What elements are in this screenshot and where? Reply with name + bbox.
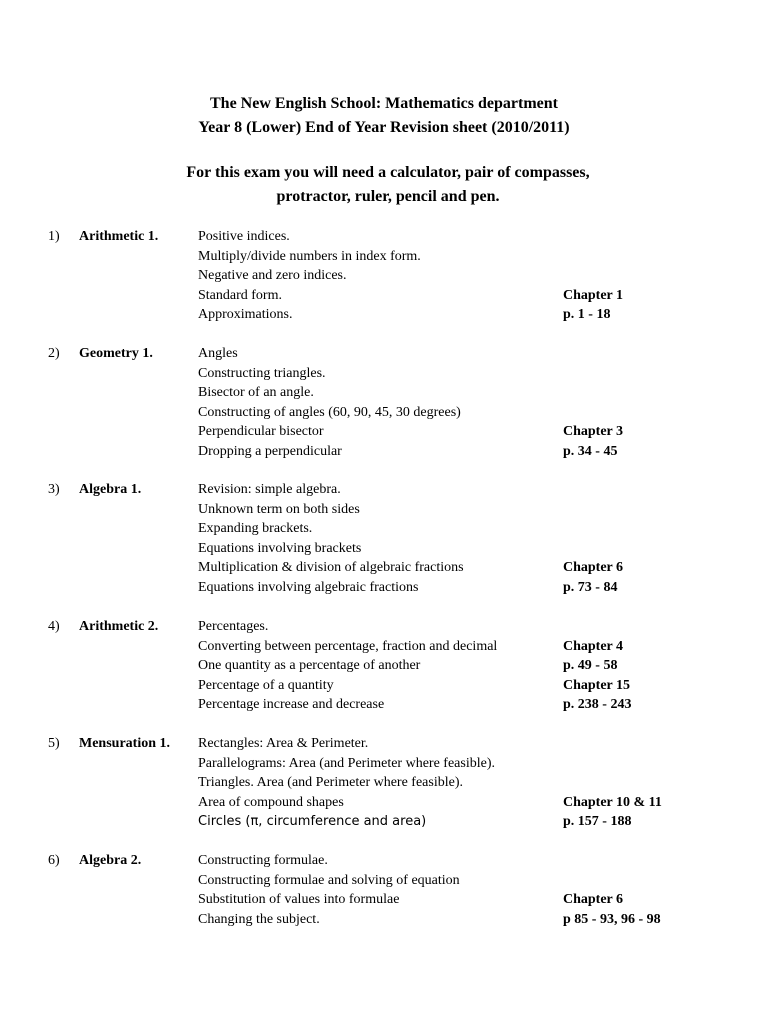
- section-number: 4): [48, 619, 60, 634]
- topic-item: Equations involving brackets: [198, 540, 362, 556]
- sheet-title: Year 8 (Lower) End of Year Revision sheet (2010/2011): [198, 119, 570, 136]
- section-title: Algebra 2.: [79, 853, 142, 868]
- topic-item: Constructing triangles.: [198, 365, 326, 381]
- chapter-ref: Chapter 1: [563, 287, 624, 303]
- section-title: Algebra 1.: [79, 482, 142, 497]
- topic-list: [198, 480, 558, 597]
- page-ref: p. 49 - 58: [563, 658, 618, 673]
- section-title: Geometry 1.: [79, 346, 153, 361]
- school-title: The New English School: Mathematics department: [210, 95, 558, 112]
- topic-item: Circles (π, circumference and area): [198, 814, 427, 829]
- section-title: Mensuration 1.: [79, 736, 170, 751]
- chapter-ref: Chapter 10 & 11: [563, 794, 662, 810]
- chapter-ref: Chapter 3: [563, 424, 624, 439]
- topic-item: Approximations.: [198, 307, 293, 322]
- chapter-ref: Chapter 4: [563, 638, 624, 654]
- topic-item: Positive indices.: [198, 229, 290, 244]
- topic-item: Negative and zero indices.: [198, 268, 347, 283]
- topic-item: One quantity as a percentage of another: [198, 658, 421, 673]
- topic-item: Converting between percentage, fraction and decimal: [198, 638, 498, 654]
- chapter-ref: Chapter 15: [563, 677, 631, 693]
- topic-item: Angles: [198, 346, 238, 361]
- section-title: Arithmetic 2.: [79, 619, 159, 634]
- section-number: 3): [48, 482, 60, 497]
- topic-item: Revision: simple algebra.: [198, 482, 341, 497]
- chapter-ref: Chapter 6: [563, 892, 624, 907]
- chapter-ref: Chapter 6: [563, 560, 624, 575]
- topic-item: Triangles. Area (and Perimeter where feasible).: [198, 775, 463, 790]
- page-ref: p. 73 - 84: [563, 579, 618, 595]
- topic-item: Percentage of a quantity: [198, 677, 334, 693]
- section-number: 6): [48, 853, 60, 868]
- page-ref: p. 238 - 243: [563, 697, 632, 712]
- topic-item: Equations involving algebraic fractions: [198, 579, 419, 595]
- topic-list: [198, 851, 558, 929]
- topic-item: Constructing formulae and solving of equation: [198, 872, 460, 888]
- topic-item: Substitution of values into formulae: [198, 892, 400, 907]
- page-ref: p. 1 - 18: [563, 307, 611, 322]
- topic-item: Bisector of an angle.: [198, 385, 314, 400]
- section-number: 5): [48, 736, 60, 751]
- topic-item: Unknown term on both sides: [198, 501, 360, 517]
- topic-item: Rectangles: Area & Perimeter.: [198, 736, 369, 751]
- topic-item: Multiply/divide numbers in index form.: [198, 248, 421, 264]
- page-ref: p. 34 - 45: [563, 443, 618, 459]
- section-title: Arithmetic 1.: [79, 229, 159, 244]
- topic-item: Dropping a perpendicular: [198, 443, 342, 459]
- topic-item: Multiplication & division of algebraic fractions: [198, 560, 464, 575]
- topic-item: Perpendicular bisector: [198, 424, 324, 439]
- page-ref: p 85 - 93, 96 - 98: [563, 911, 661, 927]
- topic-list: [198, 617, 558, 715]
- topic-item: Changing the subject.: [198, 911, 320, 927]
- exam-requirements-line-2: protractor, ruler, pencil and pen.: [276, 188, 500, 205]
- topic-item: Percentage increase and decrease: [198, 697, 385, 712]
- topic-list: [198, 227, 558, 325]
- topic-item: Constructing formulae.: [198, 853, 328, 868]
- page-ref: p. 157 - 188: [563, 814, 632, 829]
- topic-item: Expanding brackets.: [198, 521, 313, 536]
- topic-item: Percentages.: [198, 619, 269, 634]
- topic-item: Standard form.: [198, 287, 282, 303]
- section-number: 2): [48, 346, 60, 361]
- section-number: 1): [48, 229, 60, 244]
- exam-requirements-line-1: For this exam you will need a calculator, pair of compasses,: [186, 164, 590, 181]
- topic-item: Area of compound shapes: [198, 794, 344, 810]
- topic-list: [198, 734, 558, 832]
- topic-list: [198, 344, 558, 461]
- topic-item: Constructing of angles (60, 90, 45, 30 degrees): [198, 404, 461, 420]
- topic-item: Parallelograms: Area (and Perimeter where feasible).: [198, 755, 495, 771]
